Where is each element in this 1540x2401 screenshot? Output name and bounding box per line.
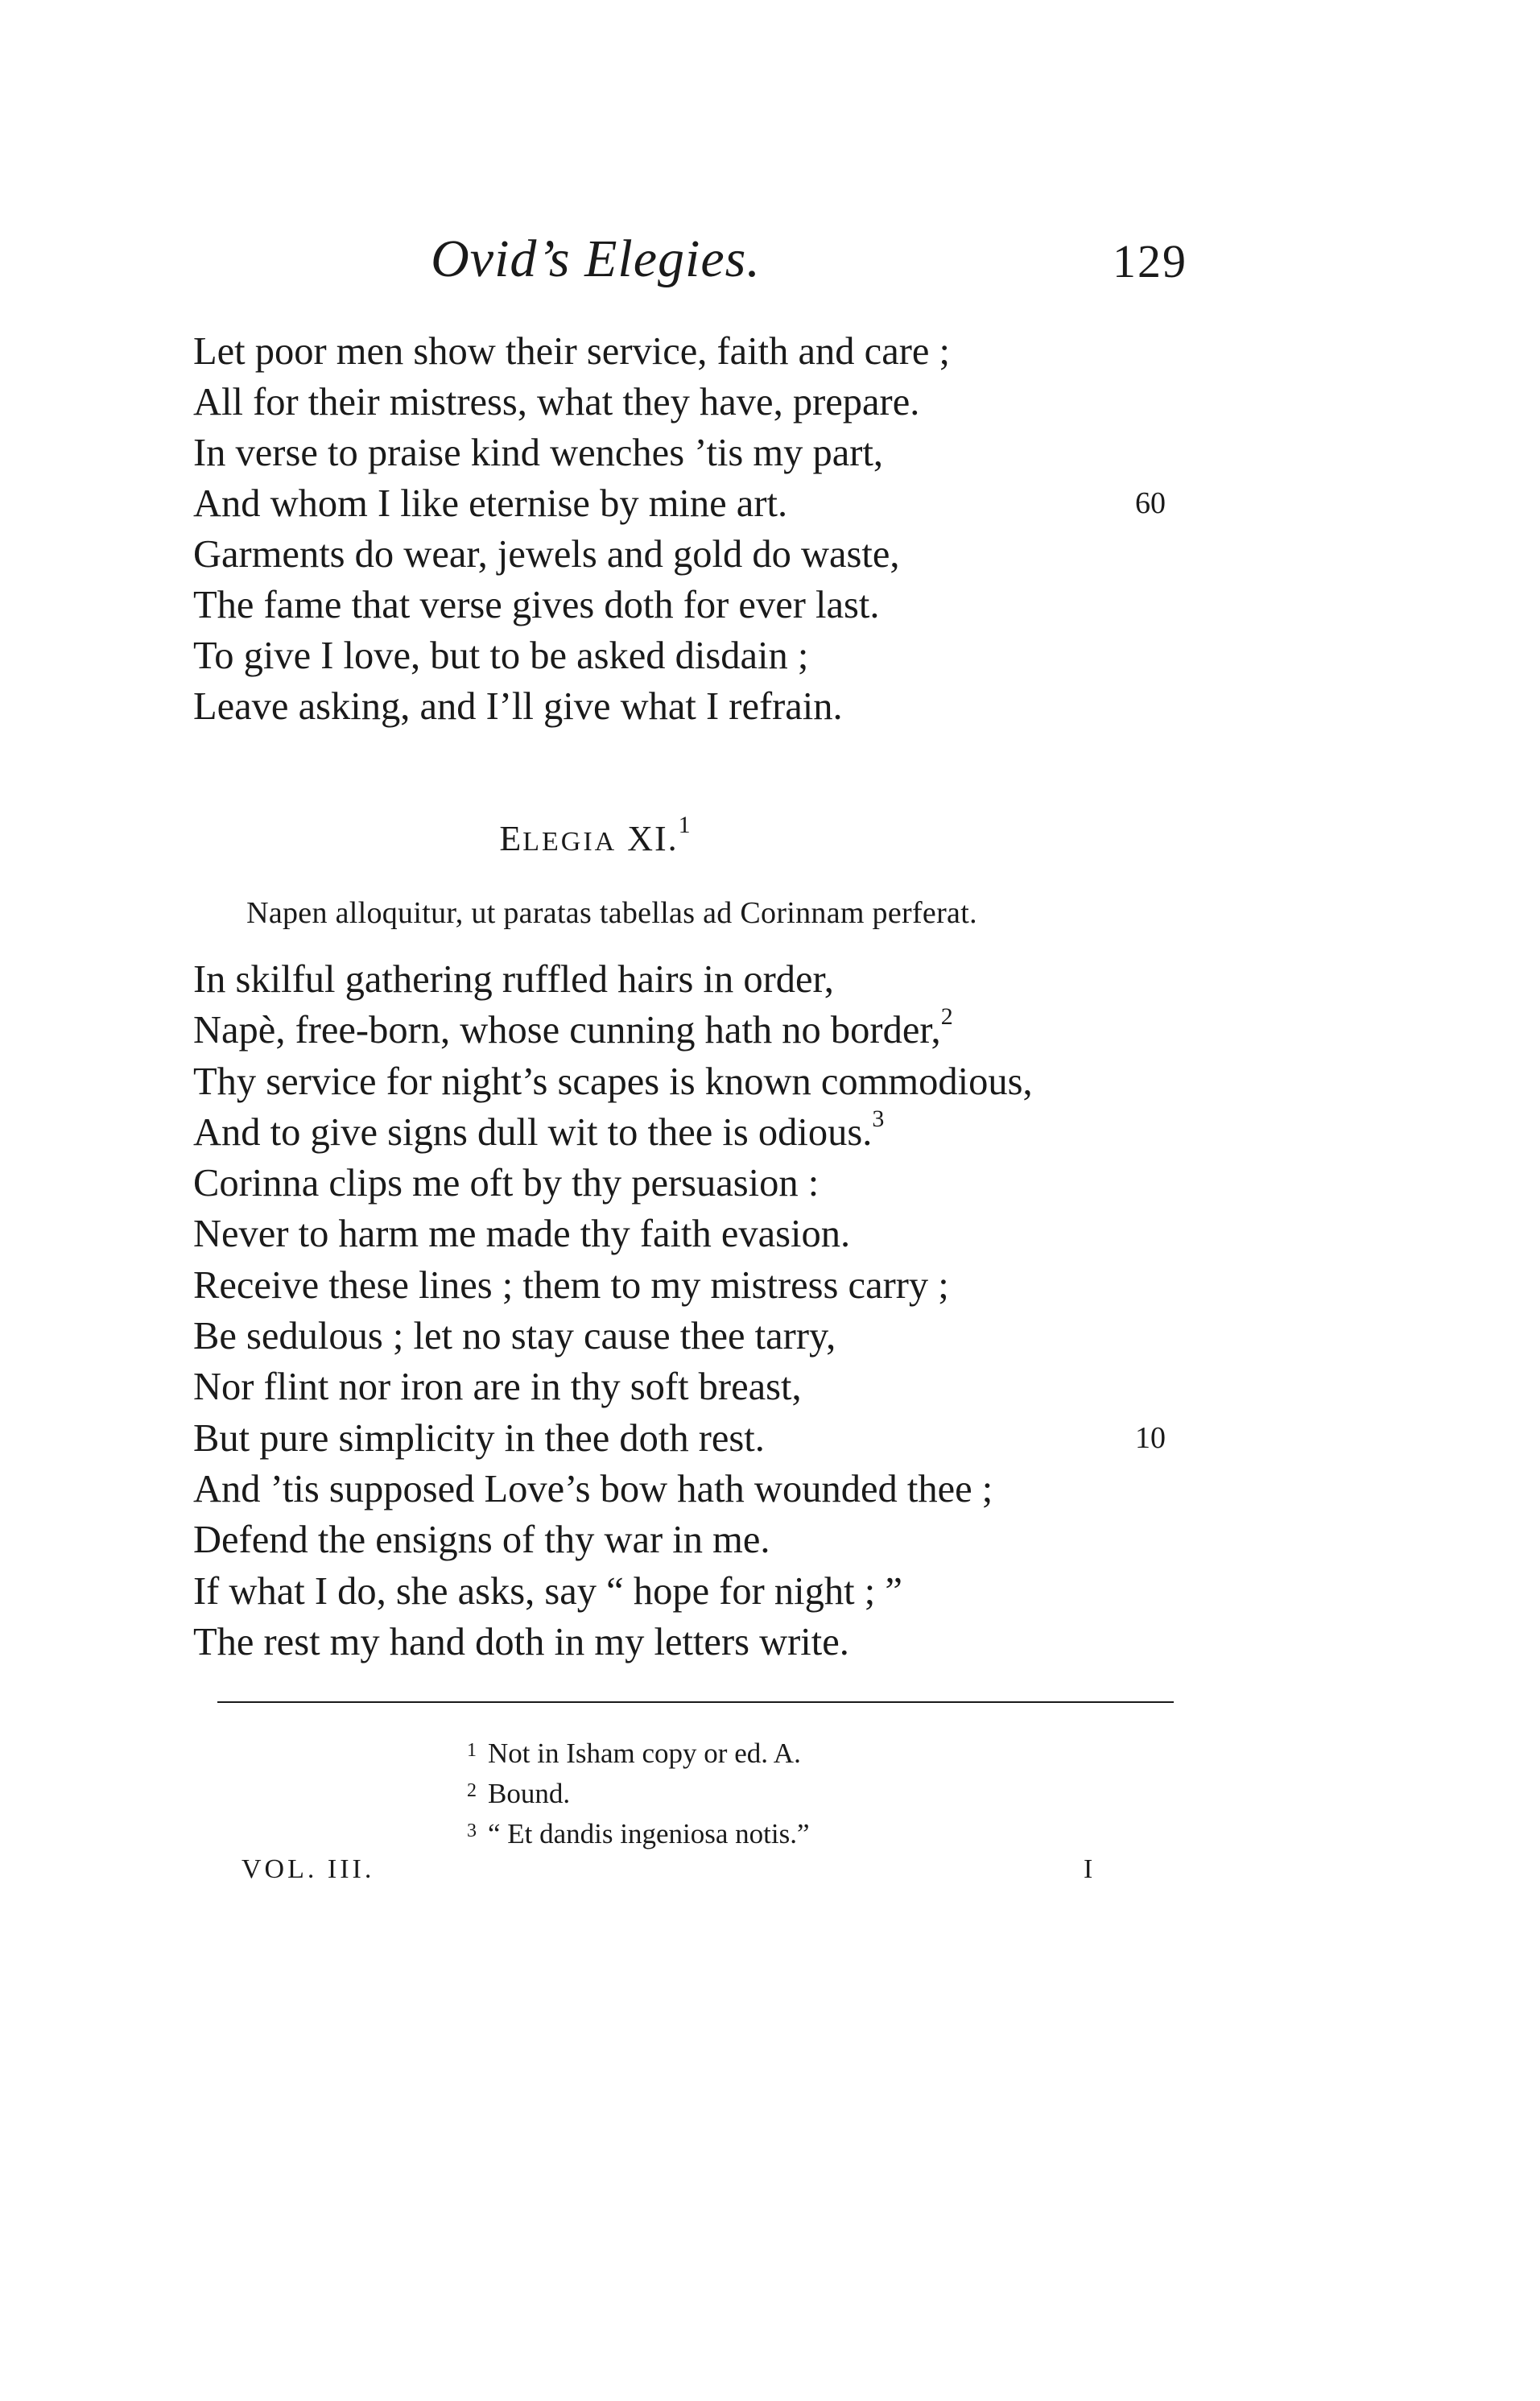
- page-number: 129: [1113, 235, 1187, 287]
- verse-line: [193, 1311, 1033, 1362]
- verse-line-text: In skilful gathering ruffled hairs in order,: [193, 958, 834, 1001]
- footnote-text: “ Et dandis ingeniosa notis.”: [488, 1818, 810, 1849]
- gathering-signature: I: [1084, 1854, 1093, 1884]
- footnote: [467, 1816, 810, 1856]
- verse-line-text: All for their mistress, what they have, prepare.: [193, 381, 920, 424]
- verse-line-text: Garments do wear, jewels and gold do waste,: [193, 533, 900, 576]
- verse-line-text: Thy service for night’s scapes is known commodious,: [193, 1060, 1033, 1103]
- verse-line-text: And to give signs dull wit to thee is odious.: [193, 1110, 873, 1154]
- verse-line-text: Never to harm me made thy faith evasion.: [193, 1213, 851, 1256]
- heading-initial: E: [499, 819, 523, 858]
- verse-line-text: The rest my hand doth in my letters write.: [193, 1620, 849, 1663]
- footnote-mark: 3: [467, 1820, 477, 1841]
- heading-numeral: XI.: [617, 819, 679, 858]
- footnote: [467, 1775, 810, 1816]
- footnote-mark: 2: [467, 1780, 477, 1801]
- verse-line: [193, 1158, 1033, 1209]
- line-number: 10: [1135, 1420, 1166, 1455]
- verse-line-text: Leave asking, and I’ll give what I refrain.: [193, 685, 843, 728]
- verse-line: [193, 377, 950, 428]
- verse-line: [193, 630, 950, 681]
- verse-line: [193, 580, 950, 630]
- elegy-heading: [193, 812, 998, 866]
- verse-line-text: Napè, free-born, whose cunning hath no border,: [193, 1009, 941, 1052]
- verse-line: [193, 681, 950, 732]
- verse-continued: [193, 326, 1166, 732]
- verse-line-text: If what I do, she asks, say “ hope for night ; ”: [193, 1569, 902, 1613]
- verse-line-text: To give I love, but to be asked disdain ;: [193, 634, 809, 677]
- footnote-mark: 1: [467, 1740, 477, 1761]
- verse-line-text: Be sedulous ; let no stay cause thee tarry,: [193, 1315, 836, 1358]
- line-number: 60: [1135, 486, 1166, 520]
- footnote-divider: [217, 1701, 1174, 1703]
- verse-line-text: And whom I like eternise by mine art.: [193, 482, 788, 525]
- verse-line: [193, 1413, 1166, 1464]
- heading-footnote-ref: 1: [678, 812, 692, 839]
- verse-line: [193, 529, 950, 580]
- verse-line: [193, 1209, 1033, 1259]
- verse-line-text: Receive these lines ; them to my mistress carry ;: [193, 1263, 949, 1307]
- verse-line: [193, 1005, 1033, 1056]
- running-title: Ovid’s Elegies.: [431, 229, 761, 288]
- footnote-ref: 3: [872, 1105, 885, 1132]
- verse-line: [193, 478, 1166, 529]
- verse-line: [193, 1260, 1033, 1311]
- footnote-ref: 2: [940, 1003, 953, 1031]
- footnote-text: Not in Isham copy or ed. A.: [488, 1738, 801, 1769]
- volume-signature: VOL. III.: [242, 1854, 375, 1884]
- verse-line-text: In verse to praise kind wenches ’tis my part,: [193, 432, 884, 474]
- verse-line: [193, 326, 950, 377]
- verse-line: [193, 1107, 1033, 1158]
- verse-line: [193, 428, 950, 478]
- verse-line-text: But pure simplicity in thee doth rest.: [193, 1416, 765, 1460]
- footnote-text: Bound.: [488, 1778, 571, 1809]
- heading-rest: LEGIA: [522, 827, 617, 857]
- verse-line-text: Defend the ensigns of thy war in me.: [193, 1519, 770, 1562]
- verse-line: [193, 1515, 1033, 1565]
- verse-line: [193, 1617, 1033, 1667]
- footnote: [467, 1735, 810, 1775]
- footnotes: [467, 1735, 810, 1856]
- verse-line: [193, 1464, 1033, 1515]
- elegy-verse: [193, 954, 1166, 1667]
- verse-line-text: Corinna clips me oft by thy persuasion :: [193, 1162, 820, 1205]
- verse-line: [193, 954, 1033, 1005]
- verse-line: [193, 1566, 1033, 1617]
- verse-line-text: And ’tis supposed Love’s bow hath wounded thee ;: [193, 1467, 993, 1510]
- verse-line-text: Nor flint nor iron are in thy soft breast,: [193, 1366, 802, 1409]
- verse-line: [193, 1362, 1033, 1412]
- elegy-argument: Napen alloquitur, ut paratas tabellas ad Corinnam perferat.: [246, 896, 977, 930]
- verse-line: [193, 1056, 1033, 1107]
- verse-line-text: The fame that verse gives doth for ever last.: [193, 584, 880, 626]
- verse-line-text: Let poor men show their service, faith and care ;: [193, 330, 950, 373]
